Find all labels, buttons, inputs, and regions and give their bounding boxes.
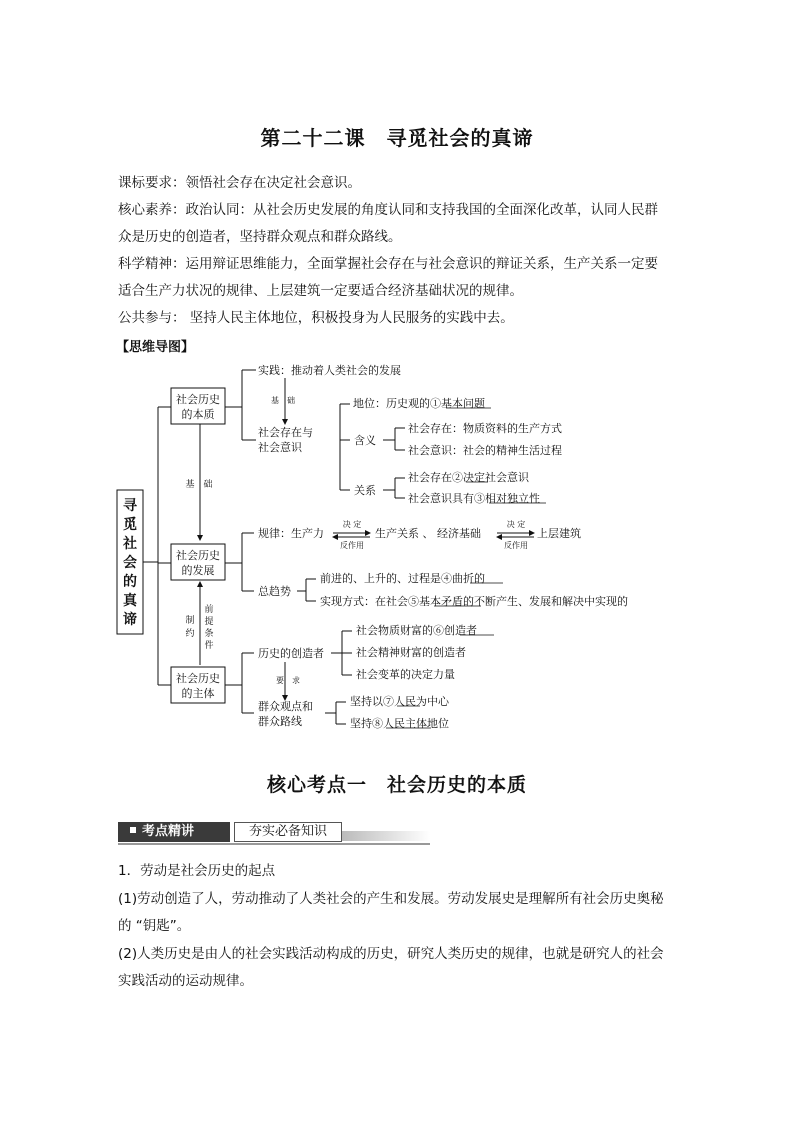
- exist-line1: 社会存在与: [258, 426, 313, 439]
- premise-1: 提: [204, 617, 214, 627]
- premise-3: 件: [204, 641, 214, 651]
- section-banner: [118, 822, 430, 846]
- relation-branches: [383, 478, 405, 498]
- creator1-pre: 社会物质财富的⑥: [356, 624, 444, 637]
- point1-line2: 的 “钥匙”。: [118, 918, 191, 934]
- trend2-pre: 实现方式：在社会⑤: [320, 595, 419, 608]
- status-answer: 基本问题: [441, 397, 485, 410]
- root-branches: [143, 407, 171, 685]
- meaning-branches: [383, 428, 405, 450]
- adhere2-answer: 人民主体: [383, 717, 427, 730]
- premise-0: 前: [204, 605, 214, 615]
- exist-branches: [340, 404, 350, 490]
- root-char-4: 的: [123, 574, 137, 590]
- creator1-answer: 创造者: [444, 624, 477, 637]
- root-char-1: 觅: [123, 517, 137, 533]
- adhere1-pre: 坚持以⑦: [350, 695, 394, 708]
- core-literacy-line2: 众是历史的创造者，坚持群众观点和群众路线。: [118, 229, 402, 245]
- banner-rule: [118, 843, 430, 845]
- root-char-3: 会: [123, 555, 137, 571]
- basis-vertical-1: 础: [203, 480, 213, 490]
- law-end: 上层建筑: [537, 527, 581, 540]
- creator-2: 社会精神财富的创造者: [356, 646, 466, 659]
- node2-line2: 的发展: [181, 564, 215, 577]
- creator-branches: [331, 631, 352, 675]
- trend2-post: 的不断产生、发展和解决中实现的: [463, 595, 628, 608]
- root-char-2: 社: [123, 536, 137, 552]
- square-icon: [130, 827, 136, 833]
- science-spirit-line2: 适合生产力状况的规律、上层建筑一定要适合经济基础状况的规律。: [118, 283, 523, 299]
- meaning-1: 社会存在：物质资料的生产方式: [408, 422, 562, 435]
- masses-branches: [325, 702, 346, 724]
- status-text: [353, 396, 485, 410]
- node2-box: [171, 544, 225, 580]
- meaning-2: 社会意识：社会的精神生活过程: [408, 444, 562, 457]
- meaning-label: 含义: [354, 434, 376, 447]
- banner-left-label: 考点精讲: [142, 824, 195, 839]
- node2-branches: [225, 533, 254, 591]
- standard-text: 课标要求：领悟社会存在决定社会意识。: [118, 175, 361, 191]
- node1-box: [171, 388, 225, 424]
- law-pre: 规律：生产力: [258, 527, 324, 540]
- section-title: 核心考点一 社会历史的本质: [266, 774, 527, 796]
- adhere-1: [350, 694, 450, 708]
- status-pre: 地位：历史观的①: [353, 397, 441, 410]
- constrain-1: 约: [185, 629, 195, 639]
- node2-line1: 社会历史: [176, 549, 220, 562]
- trend2-answer: 基本矛盾: [419, 595, 463, 608]
- trend-label: 总趋势: [258, 585, 291, 598]
- adhere2-post: 地位: [427, 717, 449, 730]
- creator-1: [356, 623, 477, 637]
- node3-line2: 的主体: [181, 687, 215, 700]
- relation-label: 关系: [354, 484, 376, 497]
- trend-branches: [297, 579, 316, 601]
- masses-line1: 群众观点和: [258, 700, 313, 713]
- core-literacy-line1: 核心素养：政治认同：从社会历史发展的角度认同和支持我国的全面深化改革，认同人民群: [118, 202, 658, 218]
- basis-vertical-0: 基: [185, 480, 195, 490]
- creator-label: 历史的创造者: [258, 647, 324, 660]
- banner-right: 夯实必备知识: [234, 822, 342, 842]
- masses-line2: 群众路线: [258, 715, 302, 728]
- rel2-pre: 社会意识具有③: [408, 492, 485, 505]
- node3-box: [171, 667, 225, 703]
- root-box: [117, 490, 143, 634]
- point2-line2: 实践活动的运动规律。: [118, 973, 253, 989]
- premise-2: 条: [204, 629, 214, 639]
- adhere2-pre: 坚持⑧: [350, 717, 383, 730]
- banner-fade: [342, 831, 430, 841]
- root-char-6: 谛: [123, 612, 137, 628]
- trend-2: [320, 594, 628, 608]
- constrain-0: 制: [185, 616, 195, 626]
- creator-3: 社会变革的决定力量: [356, 668, 455, 681]
- trend1-post: 的: [474, 572, 485, 585]
- science-spirit-line1: 科学精神：运用辩证思维能力，全面掌握社会存在与社会意识的辩证关系，生产关系一定要: [118, 256, 658, 272]
- adhere1-post: 为中心: [416, 695, 449, 708]
- node1-line2: 的本质: [181, 408, 215, 421]
- trend1-pre: 前进的、上升的、过程是④: [320, 572, 452, 585]
- adhere-2: [350, 716, 449, 730]
- exist-line2: 社会意识: [258, 441, 302, 454]
- node3-line1: 社会历史: [176, 672, 220, 685]
- relation-1: [408, 470, 530, 484]
- root-char-5: 真: [123, 593, 137, 609]
- node3-branches: [225, 653, 254, 713]
- react-label-1: 反作用: [340, 541, 364, 550]
- trend-1: [320, 571, 485, 585]
- node1-line1: 社会历史: [176, 393, 220, 406]
- rel1-post: 社会意识: [485, 471, 529, 484]
- trend1-answer: 曲折: [452, 572, 474, 585]
- law-mid: 生产关系 、 经济基础: [375, 527, 481, 540]
- basis-small: 基 础: [271, 396, 295, 405]
- decide-label-2: 决 定: [506, 520, 526, 529]
- adhere1-answer: 人民: [394, 695, 416, 708]
- react-label-2: 反作用: [504, 541, 528, 550]
- rel2-answer: 相对独立性: [485, 492, 540, 505]
- lesson-title: 第二十二课 寻觅社会的真谛: [260, 126, 534, 150]
- mindmap-label: 【思维导图】: [116, 339, 195, 354]
- practice-text: 实践：推动着人类社会的发展: [258, 364, 401, 377]
- relation-2: [408, 491, 540, 505]
- banner-left: [118, 822, 230, 842]
- require-label: 要 求: [276, 676, 300, 685]
- point2-line1: (2)人类历史是由人的社会实践活动构成的历史，研究人类历史的规律，也就是研究人的社会: [118, 946, 664, 962]
- point-heading: 1．劳动是社会历史的起点: [118, 863, 276, 879]
- root-char-0: 寻: [123, 498, 137, 514]
- node1-branches: [225, 370, 256, 440]
- public-participation: 公共参与： 坚持人民主体地位，积极投身为人民服务的实践中去。: [118, 310, 514, 326]
- rel1-answer: 决定: [463, 471, 485, 484]
- rel1-pre: 社会存在②: [408, 471, 463, 484]
- decide-label-1: 决 定: [342, 520, 362, 529]
- point1-line1: (1)劳动创造了人，劳动推动了人类社会的产生和发展。劳动发展史是理解所有社会历史奥秘: [118, 891, 664, 907]
